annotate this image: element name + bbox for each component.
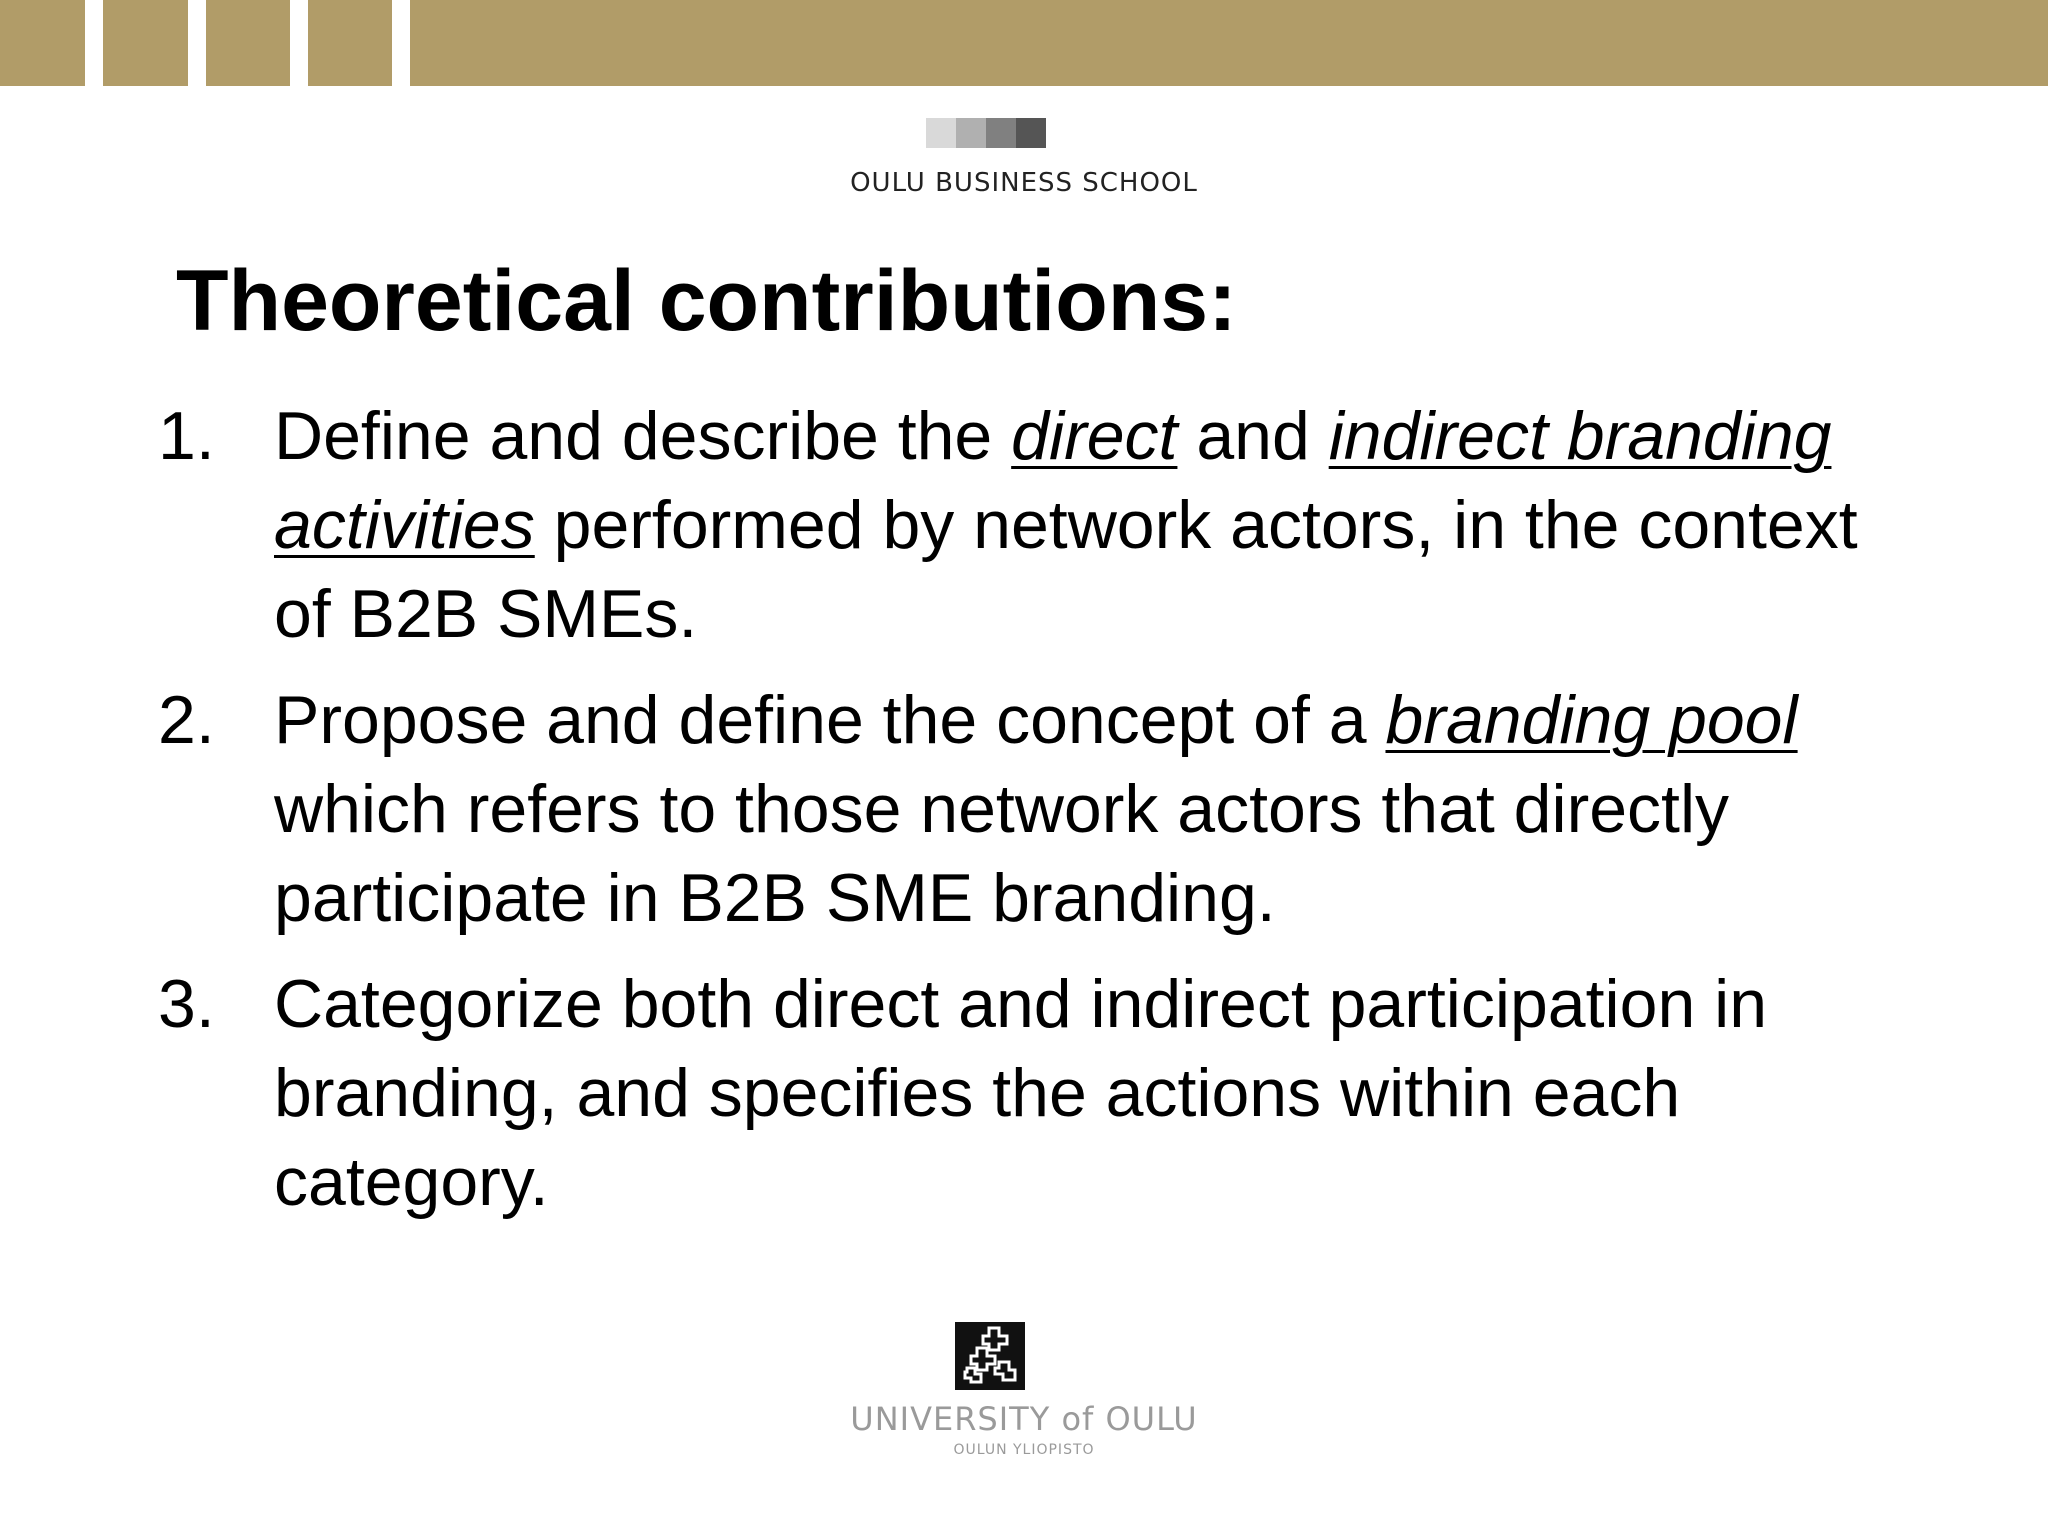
logo-square — [956, 118, 986, 148]
top-banner — [0, 0, 2048, 86]
text-run: Define and describe the — [274, 398, 1012, 474]
university-name-finnish: OULUN YLIOPISTO — [953, 1442, 1095, 1458]
banner-block — [103, 0, 188, 86]
logo-square — [1016, 118, 1046, 148]
university-emblem-icon — [955, 1322, 1025, 1390]
item-text — [274, 682, 1798, 936]
item-text — [274, 966, 1767, 1220]
emphasized-term: branding pool — [1385, 682, 1798, 758]
university-name: UNIVERSITY of OULU — [850, 1400, 1198, 1438]
emphasized-term: direct — [1011, 398, 1178, 474]
emphasized-term: indirect branding activities — [274, 398, 1832, 563]
gradient-squares-icon — [926, 118, 1046, 148]
contribution-item — [158, 676, 1898, 943]
slide-title: Theoretical contributions: — [176, 253, 1237, 349]
banner-block — [206, 0, 290, 86]
text-run: Categorize both direct and indirect participation in branding, and specifies the actions within each category. — [274, 966, 1768, 1220]
contribution-item — [158, 960, 1898, 1227]
logo-square — [926, 118, 956, 148]
text-run: which refers to those network actors that directly participate in B2B SME branding. — [274, 771, 1730, 936]
contribution-item — [158, 392, 1898, 659]
item-number: 1. — [158, 398, 215, 474]
text-run: Propose and define the concept of a — [274, 682, 1386, 758]
school-name: OULU BUSINESS SCHOOL — [850, 168, 1198, 198]
banner-bar — [410, 0, 2048, 86]
banner-block — [0, 0, 85, 86]
item-text — [274, 398, 1858, 652]
logo-square — [986, 118, 1016, 148]
banner-block — [308, 0, 392, 86]
text-run: and — [1177, 398, 1329, 474]
contributions-list — [158, 392, 1898, 1244]
text-run: performed by network actors, in the context of B2B SMEs. — [274, 487, 1858, 652]
item-number: 3. — [158, 966, 215, 1042]
item-number: 2. — [158, 682, 215, 758]
